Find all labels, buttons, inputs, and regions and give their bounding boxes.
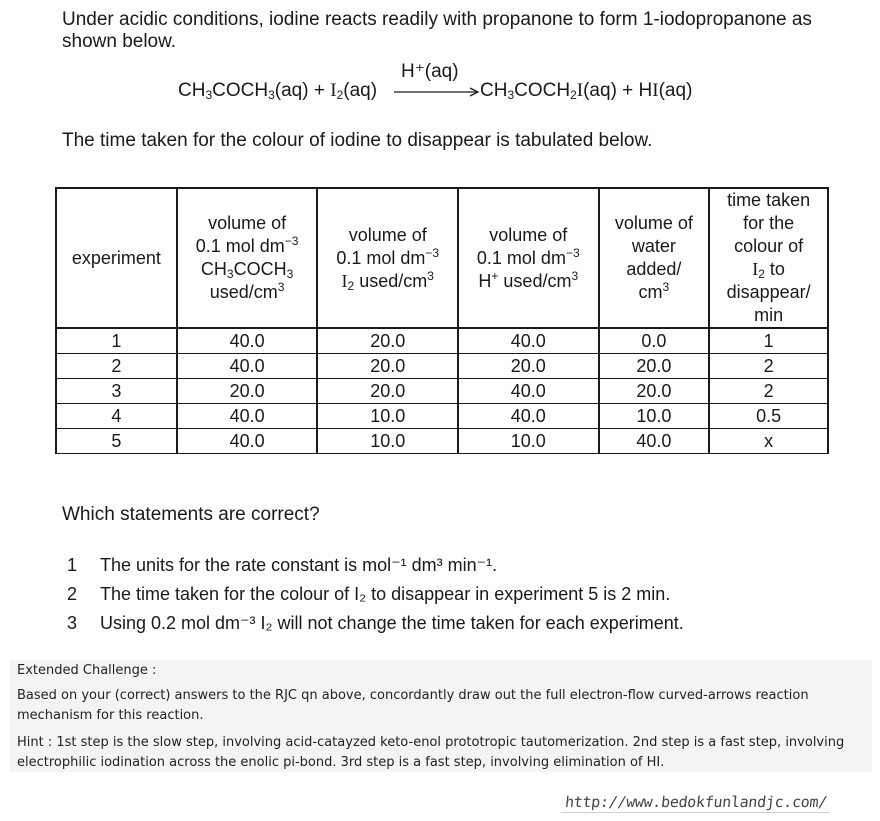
table-cell: 3	[56, 379, 177, 404]
watermark-url: http://www.bedokfunlandjc.com/	[561, 793, 831, 813]
extended-body: Based on your (correct) answers to the RJC qn above, concordantly draw out the full electron-flow curved-arrows reaction mechanism for this reaction.	[17, 688, 809, 723]
table-cell: 20.0	[458, 354, 599, 379]
statement-number: 3	[67, 613, 78, 633]
table-cell: 0.0	[599, 328, 710, 354]
statement-text: Using 0.2 mol dm⁻³ I₂ will not change the time taken for each experiment.	[100, 613, 684, 633]
equation-products: $CH_3COCH_2I(aq) + HI(aq)$	[480, 80, 693, 102]
statement-number: 2	[67, 584, 78, 604]
extended-challenge-box	[10, 660, 872, 772]
statement-text: The time taken for the colour of I₂ to disappear in experiment 5 is 2 min.	[100, 584, 671, 604]
equation-reactants: $CH_3COCH_3(aq) + I_2(aq)$	[178, 80, 378, 102]
table-row	[56, 429, 828, 454]
table-row	[56, 328, 828, 354]
table-cell: 10.0	[599, 404, 710, 429]
table-cell: 10.0	[458, 429, 599, 454]
table-row	[56, 379, 828, 404]
results-table	[55, 187, 829, 454]
header-i2-volume: volume of 0.1 mol $dm^{-3}$ $I_2$ used/$cm^3$	[317, 188, 458, 328]
header-experiment	[56, 188, 177, 328]
statement-text: The units for the rate constant is mol⁻¹ dm³ min⁻¹.	[100, 555, 498, 575]
table-cell: 40.0	[177, 429, 318, 454]
table-cell: 20.0	[177, 379, 318, 404]
table-cell: 40.0	[458, 404, 599, 429]
which-question: Which statements are correct?	[62, 504, 320, 525]
statement-3	[62, 613, 684, 634]
table-cell: 2	[709, 379, 828, 404]
statement-1	[62, 555, 497, 576]
table-cell: 20.0	[317, 328, 458, 354]
reaction-arrow-icon	[394, 82, 480, 102]
extended-title: Extended Challenge :	[17, 663, 157, 678]
table-cell: 10.0	[317, 429, 458, 454]
table-cell: 1	[56, 328, 177, 354]
table-cell: 20.0	[599, 354, 710, 379]
table-header-row	[56, 188, 828, 328]
header-water-volume: volume of water added/ $cm^3$	[599, 188, 710, 328]
extended-hint: Hint : 1st step is the slow step, involving acid-catayzed keto-enol prototropic tautomerization. 2nd step is a fast step, involving electrophilic iodination across the enolic pi-bond. 3rd step is a fast step, involving elimination of HI.	[17, 735, 845, 770]
table-cell: 40.0	[599, 429, 710, 454]
reaction-equation	[178, 60, 738, 106]
table-cell: 0.5	[709, 404, 828, 429]
table-cell: 20.0	[599, 379, 710, 404]
statement-number: 1	[67, 555, 78, 575]
table-cell: 40.0	[458, 379, 599, 404]
table-cell: 10.0	[317, 404, 458, 429]
table-cell: 1	[709, 328, 828, 354]
table-cell: 40.0	[177, 404, 318, 429]
equation-catalyst: H⁺(aq)	[401, 61, 459, 82]
table-cell: 2	[709, 354, 828, 379]
intro-text: Under acidic conditions, iodine reacts readily with propanone to form 1-iodopropanone as shown below.	[62, 9, 812, 52]
table-cell: 20.0	[317, 379, 458, 404]
table-cell: 40.0	[458, 328, 599, 354]
table-cell: 2	[56, 354, 177, 379]
time-statement: The time taken for the colour of iodine to disappear is tabulated below.	[62, 130, 653, 151]
header-time-taken: time taken for the colour of $I_2$ to disappear/ min	[709, 188, 828, 328]
table-cell: 20.0	[317, 354, 458, 379]
table-row	[56, 354, 828, 379]
statement-2	[62, 584, 670, 605]
table-cell: 40.0	[177, 354, 318, 379]
table-cell: 4	[56, 404, 177, 429]
header-experiment-label: experiment	[71, 247, 161, 268]
table-cell: x	[709, 429, 828, 454]
table-row	[56, 404, 828, 429]
header-h-volume: volume of 0.1 mol $dm^{-3}$ H+ used/$cm^3$	[458, 188, 599, 328]
table-cell: 5	[56, 429, 177, 454]
header-ch3coch3-volume: volume of 0.1 mol $dm^{-3}$ $CH_3COCH_3$ used/$cm^3$	[177, 188, 318, 328]
table-cell: 40.0	[177, 328, 318, 354]
table-body	[56, 328, 828, 454]
